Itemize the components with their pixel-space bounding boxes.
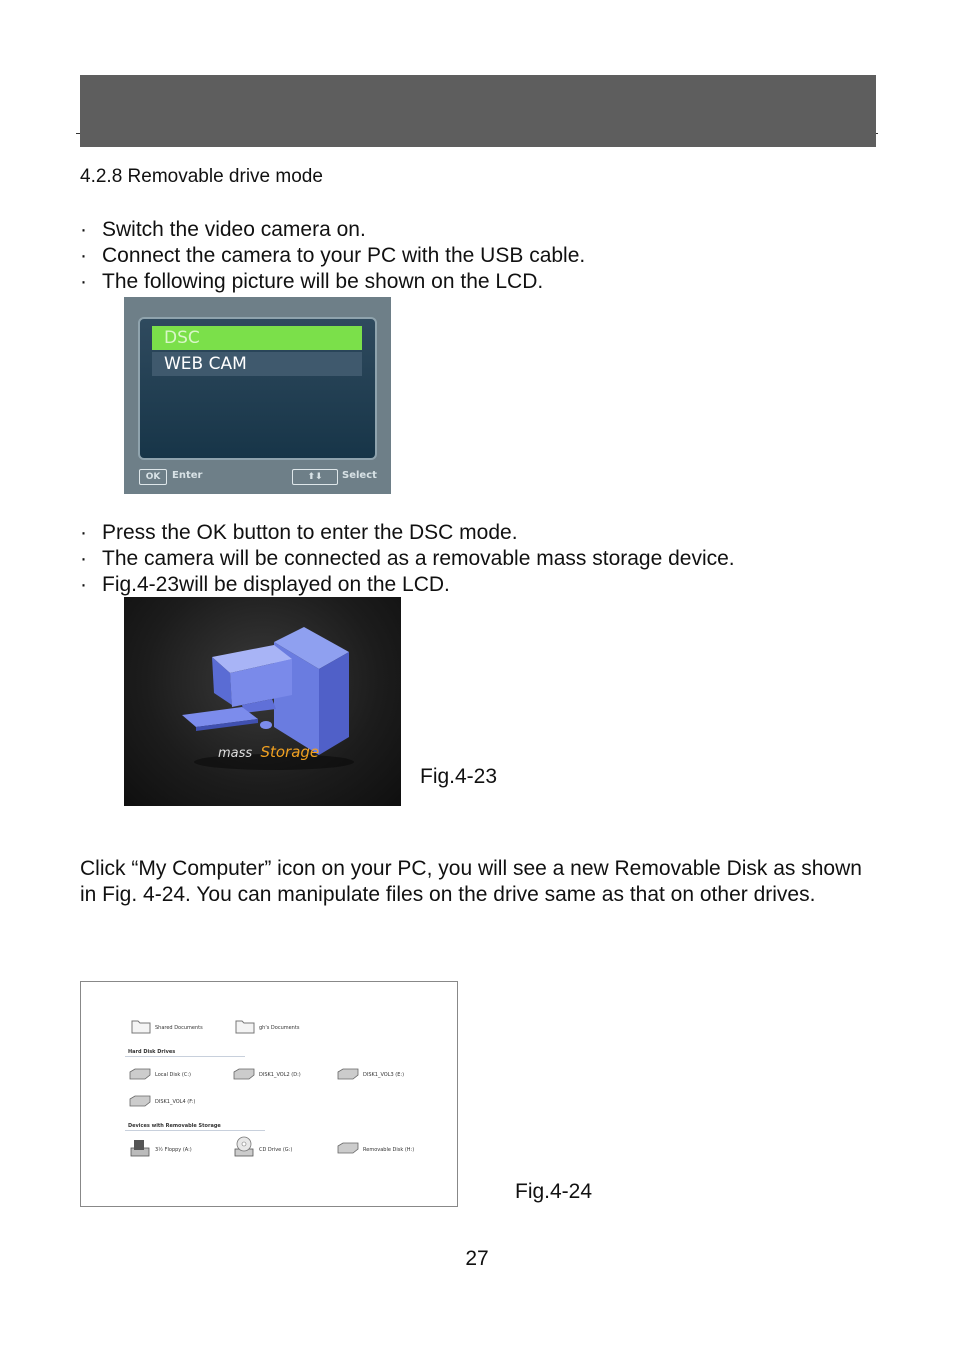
section-title: 4.2.8 Removable drive mode bbox=[80, 166, 323, 187]
bullet-list-top bbox=[80, 217, 585, 295]
shared-documents-label: Shared Documents bbox=[155, 1025, 203, 1031]
drive-label: DISK1_VOL2 (D:) bbox=[259, 1072, 301, 1078]
bullet-list-middle bbox=[80, 520, 735, 598]
hard-disk-icon bbox=[129, 1095, 151, 1107]
drive-label: Removable Disk (H:) bbox=[363, 1147, 415, 1153]
header-bar bbox=[80, 75, 876, 147]
user-documents-label: gh's Documents bbox=[259, 1025, 300, 1031]
menu-item-dsc: DSC bbox=[152, 326, 362, 350]
lcd-menu-screen bbox=[124, 297, 391, 494]
hard-disk-icon bbox=[129, 1068, 151, 1080]
body-paragraph: Click “My Computer” icon on your PC, you will see a new Removable Disk as shown in Fig. 4-24. You can manipulate files on the drive same as that on other drives. bbox=[80, 857, 862, 906]
mass-storage-screen bbox=[124, 597, 401, 806]
lcd-menu-panel bbox=[138, 317, 377, 460]
list-item: · Press the OK button to enter the DSC mode. bbox=[80, 521, 518, 544]
updown-arrows-icon: ⬆⬇ bbox=[292, 469, 338, 485]
list-item: · Switch the video camera on. bbox=[80, 218, 366, 241]
computer-icon bbox=[124, 597, 401, 806]
list-item: · The following picture will be shown on the LCD. bbox=[80, 270, 544, 293]
list-item: · Connect the camera to your PC with the USB cable. bbox=[80, 244, 586, 267]
list-item: · The camera will be connected as a removable mass storage device. bbox=[80, 547, 735, 570]
my-computer-window bbox=[80, 981, 458, 1207]
menu-item-web-cam: WEB CAM bbox=[152, 352, 362, 376]
removable-group-label: Devices with Removable Storage bbox=[128, 1123, 221, 1129]
group-divider bbox=[125, 1130, 265, 1131]
drive-label: DISK1_VOL4 (F:) bbox=[155, 1099, 196, 1105]
drive-label: 3½ Floppy (A:) bbox=[155, 1147, 192, 1153]
folder-icon bbox=[235, 1018, 255, 1034]
group-divider bbox=[125, 1056, 245, 1057]
enter-label: Enter bbox=[172, 470, 203, 481]
cd-drive-icon bbox=[233, 1136, 255, 1158]
page-number: 27 bbox=[465, 1247, 489, 1270]
figure-caption: Fig.4-23 bbox=[420, 765, 498, 788]
ok-key: OK bbox=[139, 469, 167, 485]
hard-disk-icon bbox=[233, 1068, 255, 1080]
select-label: Select bbox=[342, 470, 377, 481]
drive-label: Local Disk (C:) bbox=[155, 1072, 191, 1078]
list-item: · Fig.4-23will be displayed on the LCD. bbox=[80, 573, 450, 596]
floppy-drive-icon bbox=[129, 1138, 151, 1158]
removable-disk-icon bbox=[337, 1142, 359, 1154]
figure-caption: Fig.4-24 bbox=[515, 1180, 593, 1203]
drive-label: DISK1_VOL3 (E:) bbox=[363, 1072, 405, 1078]
hard-disk-group-label: Hard Disk Drives bbox=[128, 1049, 176, 1055]
folder-icon bbox=[131, 1018, 151, 1034]
drive-label: CD Drive (G:) bbox=[259, 1147, 293, 1153]
mass-storage-label: mass Storage bbox=[218, 743, 320, 761]
lcd-footer bbox=[124, 468, 391, 486]
hard-disk-icon bbox=[337, 1068, 359, 1080]
